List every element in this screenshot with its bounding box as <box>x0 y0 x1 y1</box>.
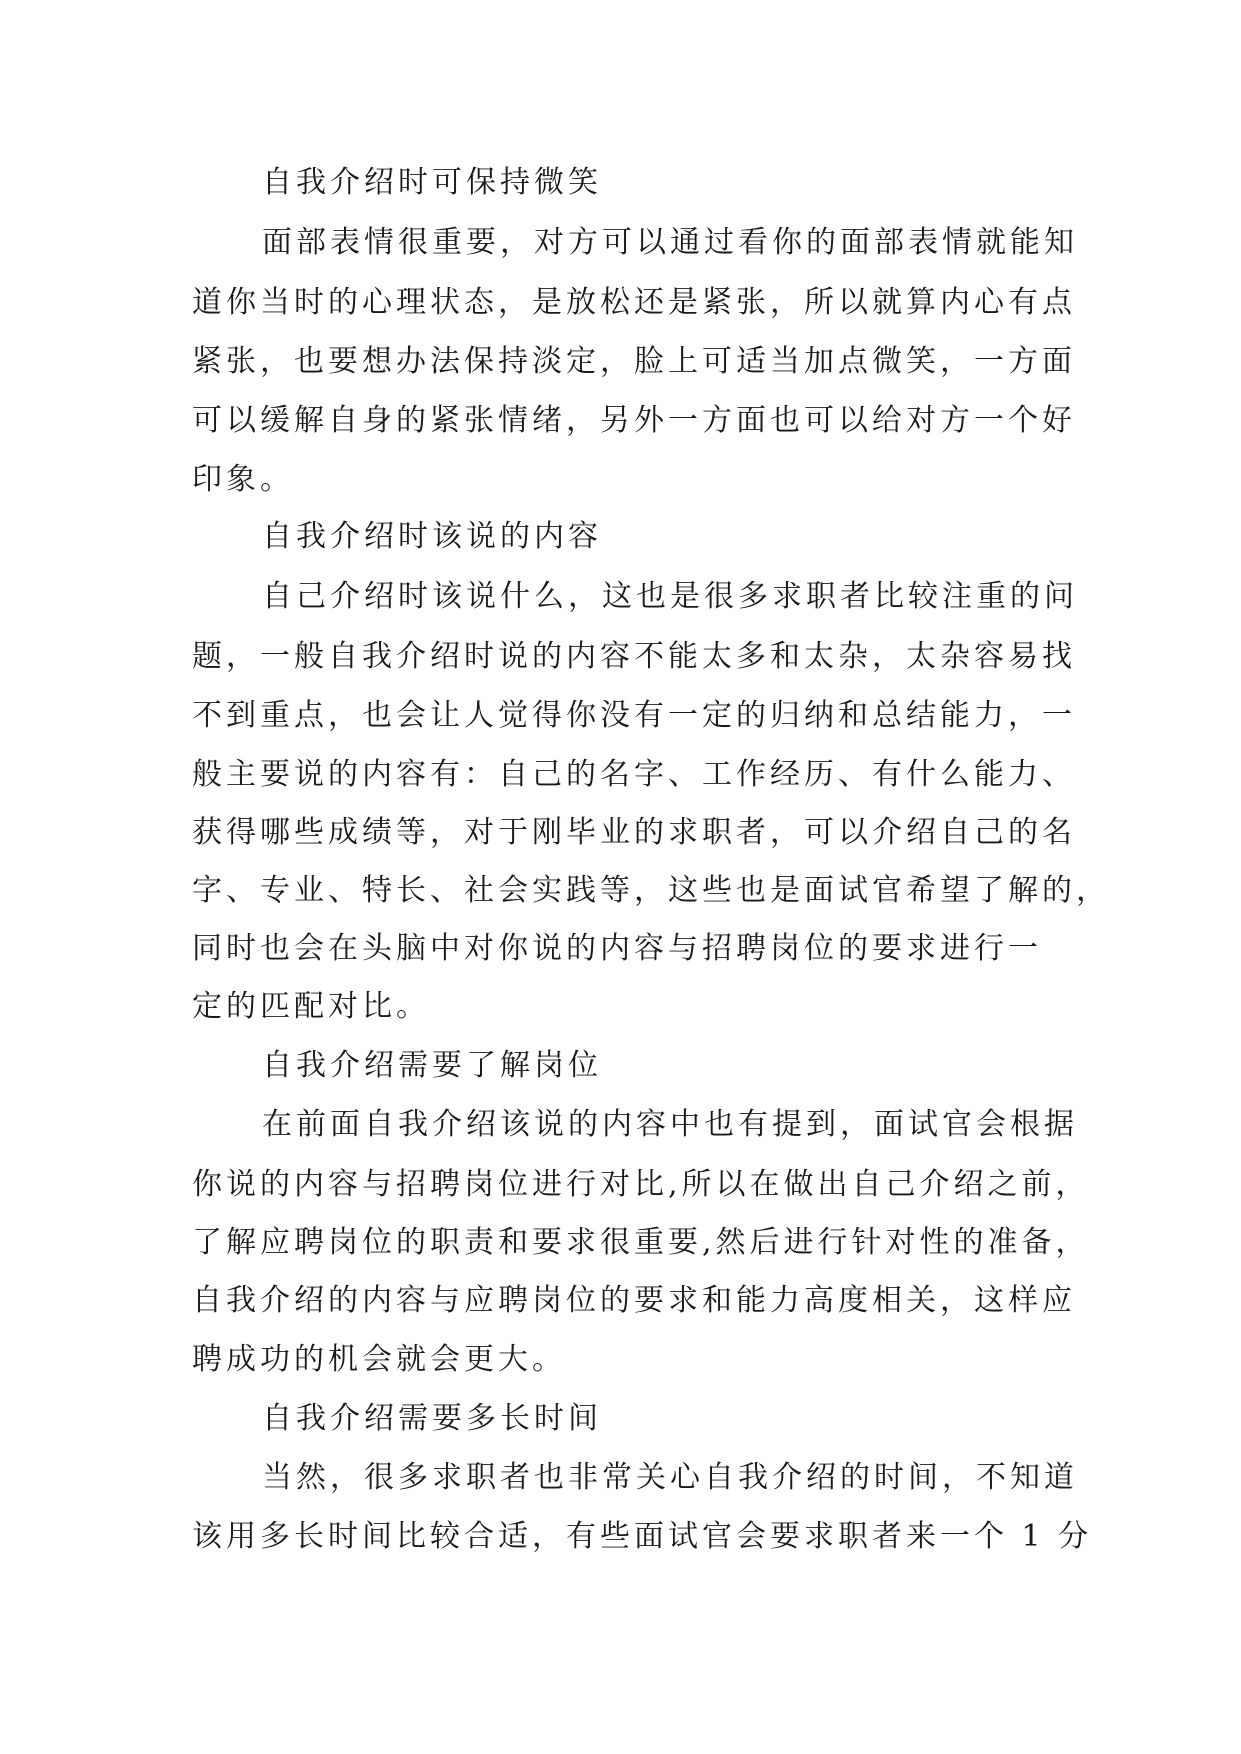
paragraph-line: 不到重点，也会让人觉得你没有一定的归纳和总结能力，一 <box>192 698 1076 733</box>
paragraph-line: 了解应聘岗位的职责和要求很重要,然后进行针对性的准备， <box>192 1225 1090 1260</box>
paragraph-line: 获得哪些成绩等，对于刚毕业的求职者，可以介绍自己的名 <box>192 815 1076 850</box>
paragraph-line: 定的匹配对比。 <box>192 989 430 1024</box>
paragraph-line: 面部表情很重要，对方可以通过看你的面部表情就能知 <box>262 225 1078 260</box>
section-heading: 自我介绍需要多长时间 <box>262 1401 602 1436</box>
section-heading: 自我介绍需要了解岗位 <box>262 1048 602 1083</box>
paragraph-line: 印象。 <box>192 462 294 497</box>
paragraph-line: 聘成功的机会就会更大。 <box>192 1342 566 1377</box>
paragraph-line: 你说的内容与招聘岗位进行对比,所以在做出自己介绍之前， <box>192 1167 1090 1202</box>
paragraph-line: 同时也会在头脑中对你说的内容与招聘岗位的要求进行一 <box>192 931 1042 966</box>
paragraph-line: 在前面自我介绍该说的内容中也有提到，面试官会根据 <box>262 1107 1078 1142</box>
paragraph-line: 当然，很多求职者也非常关心自我介绍的时间，不知道 <box>262 1460 1078 1495</box>
section-heading: 自我介绍时可保持微笑 <box>262 165 602 200</box>
paragraph-line: 该用多长时间比较合适，有些面试官会要求职者来一个 1 分 <box>192 1519 1093 1554</box>
paragraph-line: 道你当时的心理状态，是放松还是紧张，所以就算内心有点 <box>192 285 1076 320</box>
paragraph-line: 字、专业、特长、社会实践等，这些也是面试官希望了解的， <box>192 873 1110 908</box>
section-heading: 自我介绍时该说的内容 <box>262 519 602 554</box>
paragraph-line: 紧张，也要想办法保持淡定，脸上可适当加点微笑，一方面 <box>192 344 1076 379</box>
paragraph-line: 自己介绍时该说什么，这也是很多求职者比较注重的问 <box>262 579 1078 614</box>
paragraph-line: 题，一般自我介绍时说的内容不能太多和太杂，太杂容易找 <box>192 639 1076 674</box>
paragraph-line: 般主要说的内容有：自己的名字、工作经历、有什么能力、 <box>192 757 1076 792</box>
paragraph-line: 自我介绍的内容与应聘岗位的要求和能力高度相关，这样应 <box>192 1283 1076 1318</box>
paragraph-line: 可以缓解自身的紧张情绪，另外一方面也可以给对方一个好 <box>192 403 1076 438</box>
